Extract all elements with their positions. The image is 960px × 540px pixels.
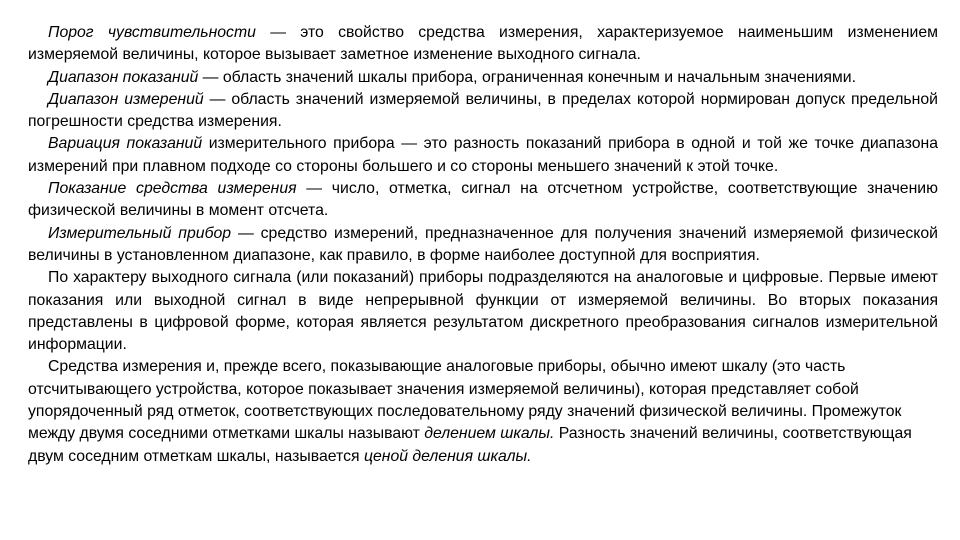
paragraph-measurement-range [28,89,938,134]
term-measuring-instrument: Измерительный прибор [48,224,232,242]
paragraph-indication-range [28,67,938,89]
term-measurement-range: Диапазон измерений [48,90,204,108]
term-indication-variation: Вариация показаний [48,135,203,153]
body-text: Средства измерения и, прежде всего, показывающие аналоговые приборы, обычно имеют шкалу (это часть отсчитывающего устройства, которое показывает значения измеряемой величины), которая представляет собой упорядоченный ряд отметок, соответствующих последовательному ряду значений физической величины. Промежуток между двумя соседними отметками шкалы называют [28,358,902,443]
body-text: По характеру выходного сигнала (или показаний) приборы подразделяются на аналоговые и цифровые. Первые имеют показания или выходной сигнал в виде непрерывной функции от измеряемой величины. Во вторых показания представлены в цифровой форме, которая является результатом дискретного преобразования сигналов измерительной информации. [28,269,938,354]
definition-text: — число, отметка, сигнал на отсчетном устройстве, соответствующие значению физической величины в момент отсчета. [28,180,938,220]
document-page [28,22,938,468]
paragraph-indication-variation [28,133,938,178]
definition-text: — средство измерений, предназначенное для получения значений измеряемой физической величины в установленном диапазоне, как правило, в форме наиболее доступной для восприятия. [28,224,939,264]
definition-text: — это свойство средства измерения, характеризуемое наименьшим изменением измеряемой величины, которое вызывает заметное изменение выходного сигнала. [28,24,938,64]
term-sensitivity-threshold: Порог чувствительности [48,24,256,41]
definition-text: — область значений шкалы прибора, ограниченная конечным и начальным значениями. [198,68,856,86]
paragraph-measuring-instrument [28,223,938,268]
paragraph-scale-division [28,356,938,467]
definition-text: измерительного прибора — это разность показаний прибора в одной и той же точке диапазона измерений при плавном подходе со стороны большего и со стороны меньшего значений к этой точке. [28,135,938,175]
body-text: Разность значений величины, соответствующая двум соседним отметкам шкалы, называется [28,425,912,465]
paragraph-analog-digital [28,267,938,356]
paragraph-sensitivity-threshold [28,22,938,67]
term-scale-division: делением шкалы. [424,425,555,443]
term-scale-division-value: ценой деления шкалы. [363,447,532,465]
paragraph-instrument-reading [28,178,938,223]
definition-text: — область значений измеряемой величины, в пределах которой нормирован допуск предельной погрешности средства измерения. [28,90,938,131]
term-indication-range: Диапазон показаний [48,68,199,86]
term-instrument-reading: Показание средства измерения [48,180,297,198]
